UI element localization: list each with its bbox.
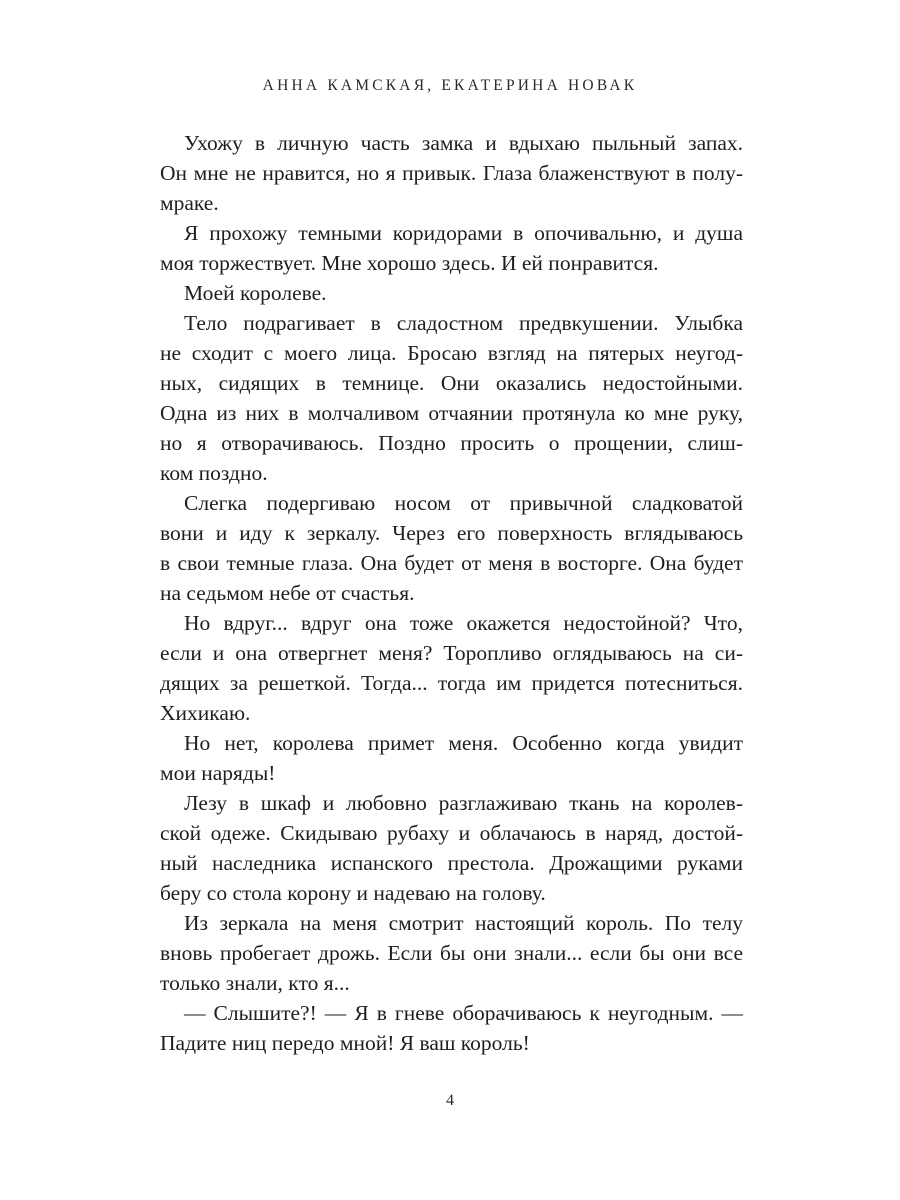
body-text [160,128,743,1058]
text-line: Тело подрагивает в сладостном предвкушении. Улыбка [184,311,743,335]
text-line: беру со стола корону и надеваю на голову. [160,881,546,905]
paragraph [160,278,743,308]
text-line: — Слышите?! — Я в гневе оборачиваюсь к неугодным. — [184,1001,743,1025]
text-line: но я отворачиваюсь. Поздно просить о прощении, слиш- [160,431,743,455]
paragraph [160,788,743,908]
text-line: в свои темные глаза. Она будет от меня в восторге. Она будет [160,551,743,575]
text-line: Из зеркала на меня смотрит настоящий король. По телу [184,911,743,935]
paragraph [160,488,743,608]
text-line: Я прохожу темными коридорами в опочивальню, и душа [184,221,743,245]
text-line: мои наряды! [160,761,276,785]
text-line: Слегка подергиваю носом от привычной сладковатой [184,491,743,515]
text-line: не сходит с моего лица. Бросаю взгляд на пятерых неугод- [160,341,743,365]
page-number: 4 [446,1092,454,1109]
text-line: Лезу в шкаф и любовно разглаживаю ткань на королев- [184,791,743,815]
paragraph [160,308,743,488]
text-line: Ухожу в личную часть замка и вдыхаю пыльный запах. [184,131,743,155]
text-line: Хихикаю. [160,701,251,725]
text-line: ных, сидящих в темнице. Они оказались недостойными. [160,371,743,395]
text-line: если и она отвергнет меня? Торопливо оглядываюсь на си- [160,641,743,665]
paragraph [160,218,743,278]
text-line: на седьмом небе от счастья. [160,581,415,605]
text-line: Но вдруг... вдруг она тоже окажется недостойной? Что, [184,611,743,635]
paragraph [160,728,743,788]
text-line: мраке. [160,191,219,215]
text-line: Одна из них в молчаливом отчаянии протянула ко мне руку, [160,401,743,425]
paragraph [160,998,743,1058]
text-line: моя торжествует. Мне хорошо здесь. И ей понравится. [160,251,659,275]
text-line: Моей королеве. [184,281,327,305]
text-line: вони и иду к зеркалу. Через его поверхность вглядываюсь [160,521,743,545]
text-line: Он мне не нравится, но я привык. Глаза блаженствуют в полу- [160,161,743,185]
paragraph [160,128,743,218]
text-line: Падите ниц передо мной! Я ваш король! [160,1031,530,1055]
text-line: дящих за решеткой. Тогда... тогда им придется потесниться. [160,671,743,695]
text-line: ской одеже. Скидываю рубаху и облачаюсь в наряд, достой- [160,821,743,845]
text-line: ный наследника испанского престола. Дрожащими руками [160,851,743,875]
text-line: только знали, кто я... [160,971,350,995]
paragraph [160,608,743,728]
paragraph [160,908,743,998]
running-head: АННА КАМСКАЯ, ЕКАТЕРИНА НОВАК [262,77,638,94]
text-line: Но нет, королева примет меня. Особенно когда увидит [184,731,743,755]
text-line: вновь пробегает дрожь. Если бы они знали... если бы они все [160,941,743,965]
text-line: ком поздно. [160,461,268,485]
